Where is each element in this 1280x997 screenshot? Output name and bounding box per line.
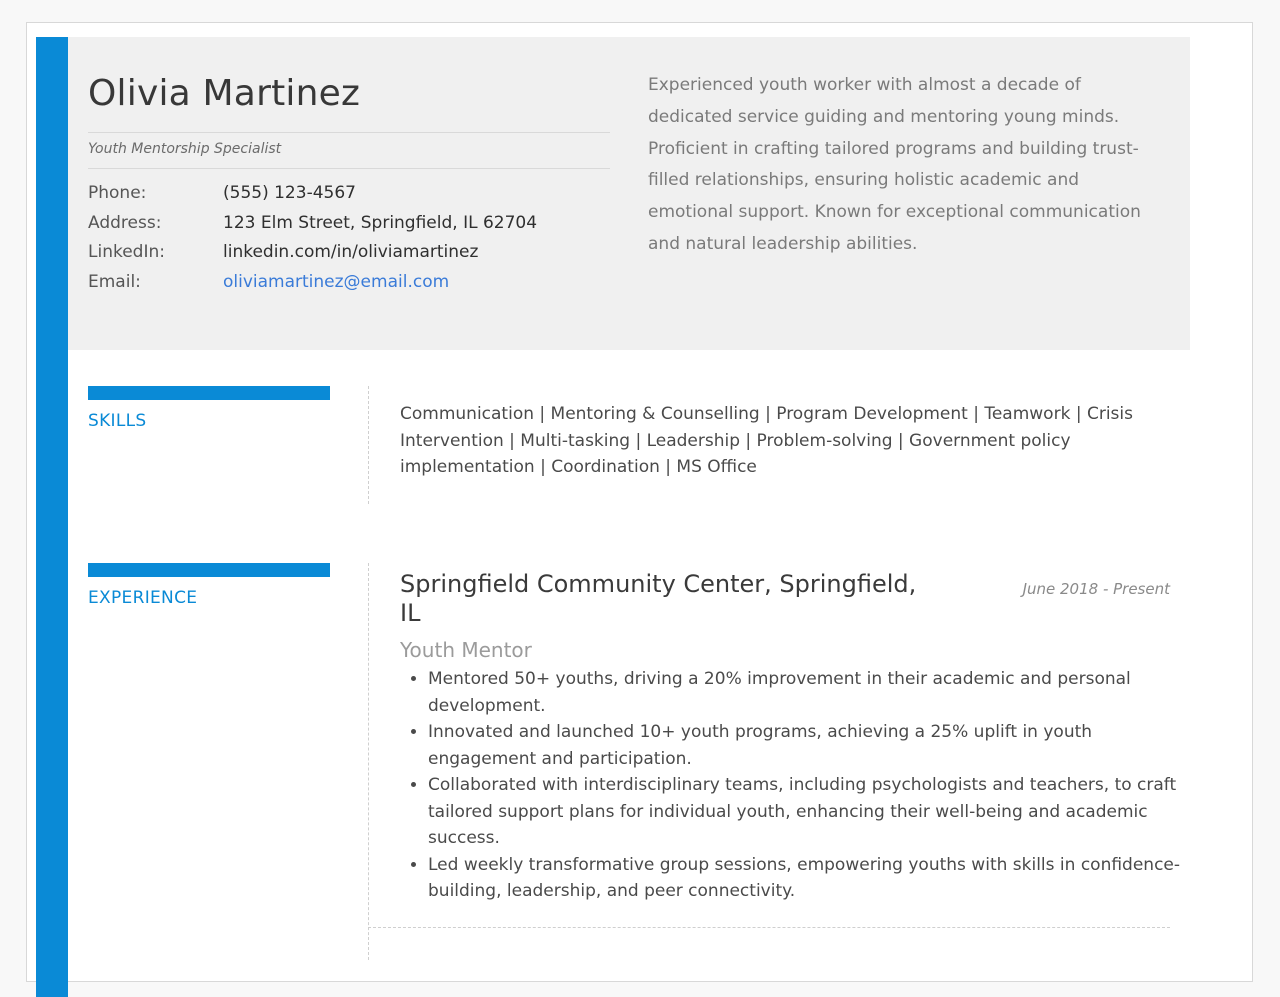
contact-row-linkedin — [88, 242, 537, 272]
candidate-title: Youth Mentorship Specialist — [88, 141, 282, 157]
phone-value: (555) 123-4567 — [223, 183, 356, 203]
job-achievements — [408, 666, 1188, 905]
accent-bar — [36, 37, 68, 997]
list-item: • Mentored 50+ youths, driving a 20% improvement in their academic and personal development. — [428, 666, 1188, 719]
list-item: • Innovated and launched 10+ youth programs, achieving a 25% uplift in youth engagement and participation. — [428, 719, 1188, 772]
job-company: Springfield Community Center, Springfield, IL — [400, 570, 917, 627]
resume-header — [68, 37, 1190, 350]
job-separator — [368, 927, 1170, 928]
contact-label: Email: — [88, 271, 141, 292]
contact-row-phone — [88, 183, 537, 213]
header-divider-bottom — [88, 168, 610, 169]
skills-list: Communication | Mentoring & Counselling | Program Development | Teamwork | Crisis Intervention | Multi-tasking | Leadership | Problem-solving | Government policy implementation | Coordination | MS Office — [400, 404, 1133, 477]
experience-divider — [368, 563, 369, 960]
skills-divider — [368, 386, 369, 504]
contact-row-address — [88, 213, 537, 243]
job-role: Youth Mentor — [400, 638, 532, 662]
candidate-name: Olivia Martinez — [88, 73, 361, 114]
list-item: • Collaborated with interdisciplinary teams, including psychologists and teachers, to craft tailored support plans for individual youth, enhancing their well-being and academic success. — [428, 772, 1188, 852]
professional-summary: Experienced youth worker with almost a decade of dedicated service guiding and mentoring young minds. Proficient in crafting tailored programs and building trust-filled relationships, ensuring holistic academic and emotional support. Known for exceptional communication and natural leadership abilities. — [648, 75, 1141, 254]
experience-section-bar — [88, 563, 330, 577]
header-divider-top — [88, 132, 610, 133]
address-value: 123 Elm Street, Springfield, IL 62704 — [223, 212, 538, 233]
contact-label: LinkedIn: — [88, 242, 165, 262]
contact-row-email — [88, 272, 537, 302]
linkedin-value: linkedin.com/in/oliviamartinez — [223, 242, 479, 262]
contact-details — [88, 183, 537, 301]
contact-label: Address: — [88, 212, 162, 233]
skills-heading: SKILLS — [88, 411, 147, 431]
list-item: • Led weekly transformative group sessions, empowering youths with skills in confidence-building, leadership, and peer connectivity. — [428, 852, 1188, 905]
contact-label: Phone: — [88, 183, 147, 203]
job-dates: June 2018 - Present — [1022, 580, 1170, 598]
experience-heading: EXPERIENCE — [88, 588, 198, 608]
skills-section-bar — [88, 386, 330, 400]
email-link[interactable]: oliviamartinez@email.com — [223, 271, 450, 292]
